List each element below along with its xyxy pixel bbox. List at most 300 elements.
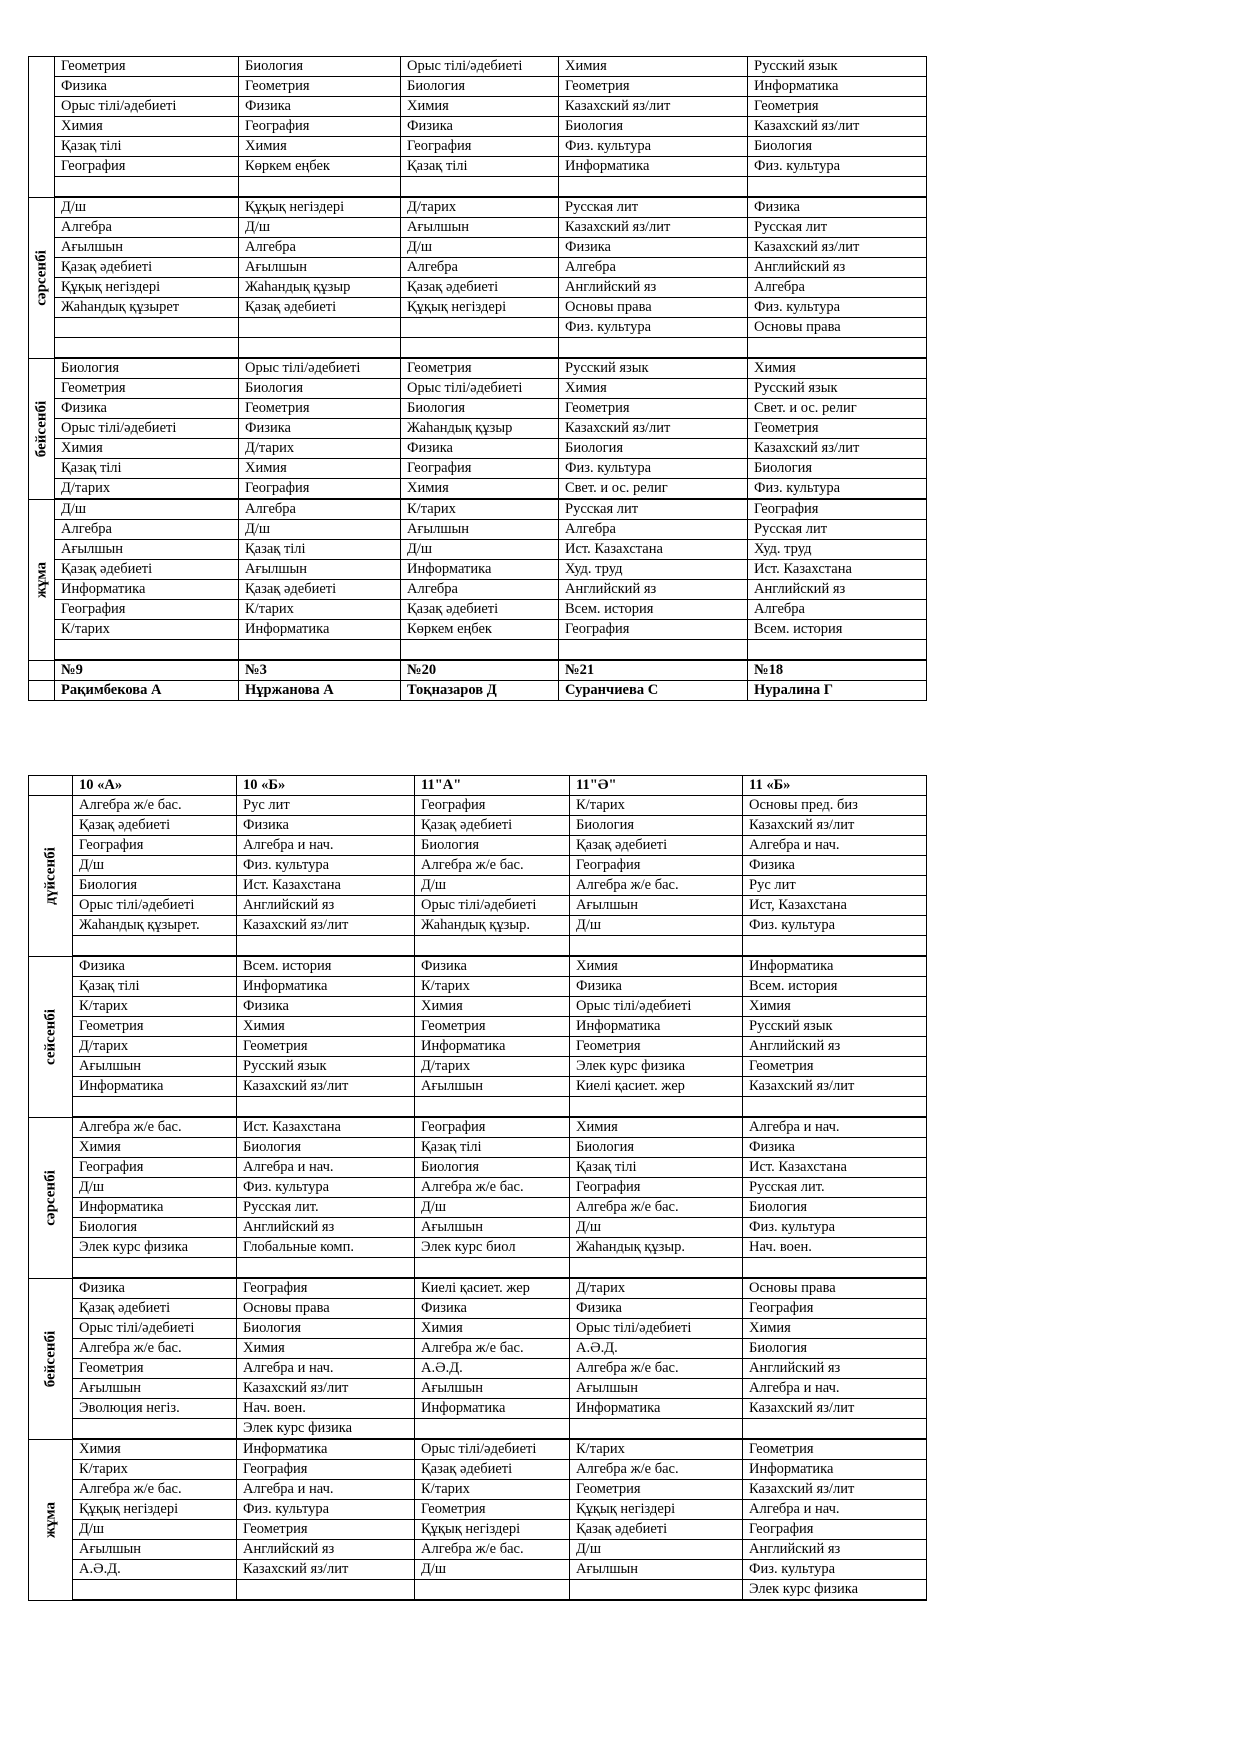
lesson-cell: К/тарих: [73, 997, 237, 1017]
lesson-cell: К/тарих: [570, 1439, 743, 1460]
lesson-cell: Русский язык: [748, 57, 927, 77]
lesson-cell: [415, 1097, 570, 1118]
table-row: [29, 1500, 927, 1520]
lesson-cell: Физика: [415, 1299, 570, 1319]
table-row: [29, 258, 927, 278]
lesson-cell: [570, 1258, 743, 1279]
lesson-cell: География: [239, 479, 401, 500]
lesson-cell: Биология: [570, 816, 743, 836]
lesson-cell: Физ. культура: [748, 479, 927, 500]
day-label-cell: [29, 1278, 73, 1439]
table-row: [29, 1439, 927, 1460]
lesson-cell: Қазақ тілі: [239, 540, 401, 560]
lesson-cell: Геометрия: [743, 1439, 927, 1460]
table-row: [29, 640, 927, 661]
table-row: [29, 399, 927, 419]
lesson-cell: Алгебра ж/е бас.: [73, 1339, 237, 1359]
lesson-cell: [73, 936, 237, 957]
lesson-cell: Геометрия: [570, 1480, 743, 1500]
lesson-cell: [415, 1580, 570, 1601]
lesson-cell: Құқық негіздері: [73, 1500, 237, 1520]
day-label: сәрсенбі: [33, 249, 49, 306]
table-row: [29, 1077, 927, 1097]
lesson-cell: Құқық негіздері: [401, 298, 559, 318]
lesson-cell: Алгебра: [55, 218, 239, 238]
class-header: 10 «А»: [73, 776, 237, 796]
lesson-cell: Биология: [55, 358, 239, 379]
lesson-cell: [73, 1419, 237, 1440]
lesson-cell: Химия: [73, 1439, 237, 1460]
lesson-cell: Ист, Казахстана: [743, 896, 927, 916]
lesson-cell: Русская лит.: [237, 1198, 415, 1218]
lesson-cell: К/тарих: [73, 1460, 237, 1480]
table-row: [29, 580, 927, 600]
lesson-cell: Всем. история: [237, 956, 415, 977]
lesson-cell: Ағылшын: [239, 560, 401, 580]
lesson-cell: Алгебра: [55, 520, 239, 540]
lesson-cell: Казахский яз/лит: [748, 238, 927, 258]
lesson-cell: География: [55, 600, 239, 620]
lesson-cell: Английский яз: [748, 580, 927, 600]
lesson-cell: Худ. труд: [748, 540, 927, 560]
lesson-cell: Физ. культура: [743, 916, 927, 936]
lesson-cell: Всем. история: [748, 620, 927, 640]
lesson-cell: Физика: [73, 1278, 237, 1299]
lesson-cell: Алгебра и нач.: [743, 1500, 927, 1520]
lesson-cell: Рус лит: [237, 796, 415, 816]
lesson-cell: Орыс тілі/әдебиеті: [73, 896, 237, 916]
lesson-cell: Всем. история: [743, 977, 927, 997]
lesson-cell: Английский яз: [743, 1540, 927, 1560]
lesson-cell: Ист. Казахстана: [748, 560, 927, 580]
lesson-cell: Основы права: [237, 1299, 415, 1319]
lesson-cell: Русский язык: [748, 379, 927, 399]
lesson-cell: Химия: [415, 1319, 570, 1339]
lesson-cell: Физика: [570, 977, 743, 997]
lesson-cell: География: [73, 1158, 237, 1178]
lesson-cell: Биология: [401, 77, 559, 97]
lesson-cell: Геометрия: [559, 77, 748, 97]
lesson-cell: Информатика: [748, 77, 927, 97]
lesson-cell: Д/ш: [239, 520, 401, 540]
lesson-cell: Алгебра: [559, 258, 748, 278]
lesson-cell: Қазақ әдебиеті: [239, 298, 401, 318]
lesson-cell: Биология: [743, 1198, 927, 1218]
lesson-cell: Химия: [239, 137, 401, 157]
room-number: №20: [401, 660, 559, 681]
lesson-cell: Қазақ тілі: [415, 1138, 570, 1158]
lesson-cell: Алгебра ж/е бас.: [73, 1480, 237, 1500]
lesson-cell: [55, 338, 239, 359]
schedule-table-top: [28, 56, 927, 701]
lesson-cell: Д/тарих: [55, 479, 239, 500]
lesson-cell: Жаһандық құзыр.: [415, 916, 570, 936]
lesson-cell: Ист. Казахстана: [559, 540, 748, 560]
lesson-cell: [401, 338, 559, 359]
lesson-cell: Биология: [559, 439, 748, 459]
lesson-cell: Алгебра и нач.: [237, 1158, 415, 1178]
table-row: [29, 836, 927, 856]
lesson-cell: Ағылшын: [73, 1379, 237, 1399]
lesson-cell: Основы права: [748, 318, 927, 338]
lesson-cell: Информатика: [73, 1198, 237, 1218]
lesson-cell: Русская лит: [559, 197, 748, 218]
lesson-cell: Физика: [55, 399, 239, 419]
lesson-cell: Д/ш: [55, 197, 239, 218]
lesson-cell: Алгебра и нач.: [743, 1117, 927, 1138]
lesson-cell: Алгебра ж/е бас.: [73, 1117, 237, 1138]
lesson-cell: Орыс тілі/әдебиеті: [55, 419, 239, 439]
lesson-cell: Худ. труд: [559, 560, 748, 580]
lesson-cell: Алгебра ж/е бас.: [570, 1460, 743, 1480]
lesson-cell: Химия: [237, 1339, 415, 1359]
lesson-cell: Киелі қасиет. жер: [415, 1278, 570, 1299]
lesson-cell: К/тарих: [401, 499, 559, 520]
lesson-cell: Казахский яз/лит: [237, 916, 415, 936]
lesson-cell: [743, 1419, 927, 1440]
table-row: [29, 379, 927, 399]
lesson-cell: География: [570, 856, 743, 876]
lesson-cell: Геометрия: [239, 77, 401, 97]
table-row: [29, 1198, 927, 1218]
lesson-cell: Информатика: [743, 1460, 927, 1480]
lesson-cell: Основы пред. биз: [743, 796, 927, 816]
teacher-name: Суранчиева С: [559, 681, 748, 701]
lesson-cell: [55, 640, 239, 661]
lesson-cell: Элек курс физика: [237, 1419, 415, 1440]
table-row: [29, 157, 927, 177]
lesson-cell: [239, 318, 401, 338]
lesson-cell: Алгебра: [748, 278, 927, 298]
lesson-cell: Қазақ әдебиеті: [401, 600, 559, 620]
lesson-cell: Ағылшын: [415, 1077, 570, 1097]
table-row: [29, 1319, 927, 1339]
day-label-cell: [29, 956, 73, 1117]
lesson-cell: Информатика: [55, 580, 239, 600]
lesson-cell: Орыс тілі/әдебиеті: [73, 1319, 237, 1339]
lesson-cell: Қазақ тілі: [55, 459, 239, 479]
lesson-cell: [748, 338, 927, 359]
lesson-cell: География: [743, 1299, 927, 1319]
lesson-cell: Д/ш: [415, 1560, 570, 1580]
lesson-cell: Геометрия: [570, 1037, 743, 1057]
lesson-cell: География: [570, 1178, 743, 1198]
day-label-cell: [29, 1117, 73, 1278]
day-label-cell: [29, 1439, 73, 1600]
lesson-cell: Информатика: [570, 1399, 743, 1419]
table-row: [29, 137, 927, 157]
lesson-cell: Информатика: [415, 1037, 570, 1057]
lesson-cell: Химия: [401, 97, 559, 117]
lesson-cell: Геометрия: [237, 1037, 415, 1057]
lesson-cell: [415, 1258, 570, 1279]
table-row: [29, 218, 927, 238]
table-row: [29, 1238, 927, 1258]
lesson-cell: [570, 1419, 743, 1440]
table-row: [29, 318, 927, 338]
table-row: [29, 896, 927, 916]
lesson-cell: [559, 177, 748, 198]
lesson-cell: Казахский яз/лит: [237, 1379, 415, 1399]
lesson-cell: К/тарих: [415, 977, 570, 997]
table-row: [29, 57, 927, 77]
lesson-cell: Основы права: [743, 1278, 927, 1299]
lesson-cell: Д/ш: [570, 916, 743, 936]
table-row: [29, 177, 927, 198]
lesson-cell: Физика: [401, 117, 559, 137]
lesson-cell: Информатика: [401, 560, 559, 580]
table-row: [29, 796, 927, 816]
class-header: 10 «Б»: [237, 776, 415, 796]
table-row: [29, 1158, 927, 1178]
table-row: [29, 936, 927, 957]
lesson-cell: Қазақ әдебиеті: [73, 816, 237, 836]
table-row: [29, 1218, 927, 1238]
table-row: [29, 439, 927, 459]
lesson-cell: География: [73, 836, 237, 856]
lesson-cell: Ағылшын: [73, 1057, 237, 1077]
lesson-cell: Элек курс физика: [570, 1057, 743, 1077]
table-row: [29, 1057, 927, 1077]
lesson-cell: Английский яз: [237, 896, 415, 916]
lesson-cell: Ағылшын: [73, 1540, 237, 1560]
lesson-cell: Құқық негіздері: [55, 278, 239, 298]
table-row: [29, 1460, 927, 1480]
lesson-cell: Алгебра ж/е бас.: [415, 1178, 570, 1198]
lesson-cell: Химия: [415, 997, 570, 1017]
day-label: сәрсенбі: [42, 1169, 58, 1226]
lesson-cell: Биология: [237, 1138, 415, 1158]
lesson-cell: Д/ш: [55, 499, 239, 520]
lesson-cell: Алгебра ж/е бас.: [415, 856, 570, 876]
lesson-cell: Ағылшын: [401, 520, 559, 540]
lesson-cell: Физика: [239, 97, 401, 117]
lesson-cell: Русский язык: [743, 1017, 927, 1037]
lesson-cell: [743, 936, 927, 957]
lesson-cell: Қазақ тілі: [55, 137, 239, 157]
teacher-row: [29, 681, 927, 701]
lesson-cell: Қазақ әдебиеті: [55, 560, 239, 580]
lesson-cell: Д/тарих: [415, 1057, 570, 1077]
lesson-cell: Д/тарих: [73, 1037, 237, 1057]
lesson-cell: [743, 1258, 927, 1279]
lesson-cell: Элек курс биол: [415, 1238, 570, 1258]
lesson-cell: Казахский яз/лит: [559, 419, 748, 439]
lesson-cell: Физика: [401, 439, 559, 459]
lesson-cell: [237, 936, 415, 957]
day-label-cell: [29, 796, 73, 957]
lesson-cell: Қазақ әдебиеті: [570, 836, 743, 856]
lesson-cell: Орыс тілі/әдебиеті: [239, 358, 401, 379]
lesson-cell: Алгебра ж/е бас.: [415, 1540, 570, 1560]
lesson-cell: Геометрия: [73, 1359, 237, 1379]
lesson-cell: Биология: [401, 399, 559, 419]
table-row: [29, 1399, 927, 1419]
lesson-cell: Физика: [237, 816, 415, 836]
lesson-cell: [559, 338, 748, 359]
lesson-cell: Английский яз: [559, 580, 748, 600]
class-header-row: [29, 776, 927, 796]
lesson-cell: Д/ш: [239, 218, 401, 238]
table-row: [29, 560, 927, 580]
lesson-cell: Русская лит: [748, 520, 927, 540]
lesson-cell: Химия: [239, 459, 401, 479]
lesson-cell: Глобальные комп.: [237, 1238, 415, 1258]
lesson-cell: Биология: [415, 836, 570, 856]
lesson-cell: Құқық негіздері: [570, 1500, 743, 1520]
lesson-cell: К/тарих: [415, 1480, 570, 1500]
lesson-cell: Қазақ әдебиеті: [570, 1520, 743, 1540]
lesson-cell: Русский язык: [237, 1057, 415, 1077]
lesson-cell: Алгебра: [239, 238, 401, 258]
lesson-cell: Биология: [559, 117, 748, 137]
lesson-cell: Всем. история: [559, 600, 748, 620]
lesson-cell: Ағылшын: [570, 1560, 743, 1580]
lesson-cell: А.Ә.Д.: [415, 1359, 570, 1379]
lesson-cell: География: [415, 1117, 570, 1138]
table-row: [29, 520, 927, 540]
lesson-cell: Физика: [559, 238, 748, 258]
lesson-cell: Казахский яз/лит: [237, 1077, 415, 1097]
lesson-cell: Химия: [237, 1017, 415, 1037]
table-row: [29, 1560, 927, 1580]
lesson-cell: Казахский яз/лит: [743, 816, 927, 836]
lesson-cell: Д/тарих: [401, 197, 559, 218]
table-row: [29, 117, 927, 137]
room-number: №21: [559, 660, 748, 681]
table-row: [29, 816, 927, 836]
lesson-cell: География: [743, 1520, 927, 1540]
table-row: [29, 977, 927, 997]
class-header: 11"Ә": [570, 776, 743, 796]
day-label: бейсенбі: [33, 400, 49, 457]
lesson-cell: [55, 318, 239, 338]
lesson-cell: Физика: [743, 1138, 927, 1158]
table-row: [29, 1339, 927, 1359]
lesson-cell: География: [239, 117, 401, 137]
lesson-cell: Қазақ әдебиеті: [415, 1460, 570, 1480]
lesson-cell: Физ. культура: [748, 298, 927, 318]
lesson-cell: Физ. культура: [237, 1500, 415, 1520]
lesson-cell: [237, 1258, 415, 1279]
lesson-cell: [401, 640, 559, 661]
lesson-cell: География: [55, 157, 239, 177]
lesson-cell: Алгебра и нач.: [237, 836, 415, 856]
lesson-cell: Английский яз: [237, 1218, 415, 1238]
lesson-cell: Химия: [743, 1319, 927, 1339]
lesson-cell: Алгебра: [401, 258, 559, 278]
teacher-name: Тоқназаров Д: [401, 681, 559, 701]
lesson-cell: Геометрия: [743, 1057, 927, 1077]
lesson-cell: Нач. воен.: [237, 1399, 415, 1419]
lesson-cell: [73, 1258, 237, 1279]
lesson-cell: Физ. культура: [559, 459, 748, 479]
lesson-cell: [239, 338, 401, 359]
teacher-name: Нуралина Г: [748, 681, 927, 701]
lesson-cell: Геометрия: [748, 97, 927, 117]
teacher-name: Нұржанова А: [239, 681, 401, 701]
lesson-cell: Қазақ тілі: [570, 1158, 743, 1178]
table-row: [29, 1379, 927, 1399]
lesson-cell: Қазақ тілі: [401, 157, 559, 177]
lesson-cell: Орыс тілі/әдебиеті: [415, 896, 570, 916]
table-row: [29, 876, 927, 896]
lesson-cell: Геометрия: [55, 379, 239, 399]
table-row: [29, 620, 927, 640]
table-row: [29, 1299, 927, 1319]
lesson-cell: [570, 1580, 743, 1601]
table-row: [29, 499, 927, 520]
lesson-cell: [239, 177, 401, 198]
schedule-table-bottom: [28, 775, 927, 1601]
lesson-cell: Русская лит.: [743, 1178, 927, 1198]
lesson-cell: Казахский яз/лит: [748, 117, 927, 137]
lesson-cell: Биология: [743, 1339, 927, 1359]
lesson-cell: Геометрия: [748, 419, 927, 439]
lesson-cell: Құқық негіздері: [415, 1520, 570, 1540]
table-row: [29, 197, 927, 218]
table-row: [29, 1359, 927, 1379]
lesson-cell: Физика: [743, 856, 927, 876]
table-row: [29, 1097, 927, 1118]
lesson-cell: Казахский яз/лит: [743, 1399, 927, 1419]
lesson-cell: Қазақ әдебиеті: [239, 580, 401, 600]
lesson-cell: Д/ш: [415, 876, 570, 896]
lesson-cell: Физ. культура: [559, 137, 748, 157]
lesson-cell: Жаһандық құзыр: [239, 278, 401, 298]
lesson-cell: Химия: [570, 956, 743, 977]
table-row: [29, 419, 927, 439]
lesson-cell: Орыс тілі/әдебиеті: [415, 1439, 570, 1460]
lesson-cell: Русская лит: [748, 218, 927, 238]
room-number: №9: [55, 660, 239, 681]
lesson-cell: Орыс тілі/әдебиеті: [401, 57, 559, 77]
lesson-cell: Биология: [570, 1138, 743, 1158]
lesson-cell: Казахский яз/лит: [743, 1077, 927, 1097]
lesson-cell: Химия: [73, 1138, 237, 1158]
lesson-cell: Физ. культура: [237, 856, 415, 876]
lesson-cell: Физ. культура: [743, 1218, 927, 1238]
lesson-cell: Жаһандық құзыр.: [570, 1238, 743, 1258]
lesson-cell: Құқық негіздері: [239, 197, 401, 218]
lesson-cell: Жаһандық құзырет: [55, 298, 239, 318]
lesson-cell: А.Ә.Д.: [73, 1560, 237, 1580]
lesson-cell: Д/ш: [73, 856, 237, 876]
lesson-cell: Русская лит: [559, 499, 748, 520]
lesson-cell: Жаһандық құзырет.: [73, 916, 237, 936]
lesson-cell: География: [237, 1278, 415, 1299]
lesson-cell: Химия: [743, 997, 927, 1017]
lesson-cell: Английский яз: [743, 1359, 927, 1379]
lesson-cell: Английский яз: [237, 1540, 415, 1560]
lesson-cell: Информатика: [415, 1399, 570, 1419]
room-number: №18: [748, 660, 927, 681]
lesson-cell: Нач. воен.: [743, 1238, 927, 1258]
lesson-cell: Эволюция негіз.: [73, 1399, 237, 1419]
lesson-cell: [570, 1097, 743, 1118]
lesson-cell: Қазақ әдебиеті: [415, 816, 570, 836]
lesson-cell: [748, 640, 927, 661]
lesson-cell: Д/ш: [73, 1178, 237, 1198]
lesson-cell: Казахский яз/лит: [559, 218, 748, 238]
lesson-cell: Физика: [73, 956, 237, 977]
lesson-cell: Алгебра: [401, 580, 559, 600]
lesson-cell: Геометрия: [237, 1520, 415, 1540]
day-label: бейсенбі: [42, 1330, 58, 1387]
lesson-cell: К/тарих: [55, 620, 239, 640]
lesson-cell: А.Ә.Д.: [570, 1339, 743, 1359]
lesson-cell: Казахский яз/лит: [743, 1480, 927, 1500]
